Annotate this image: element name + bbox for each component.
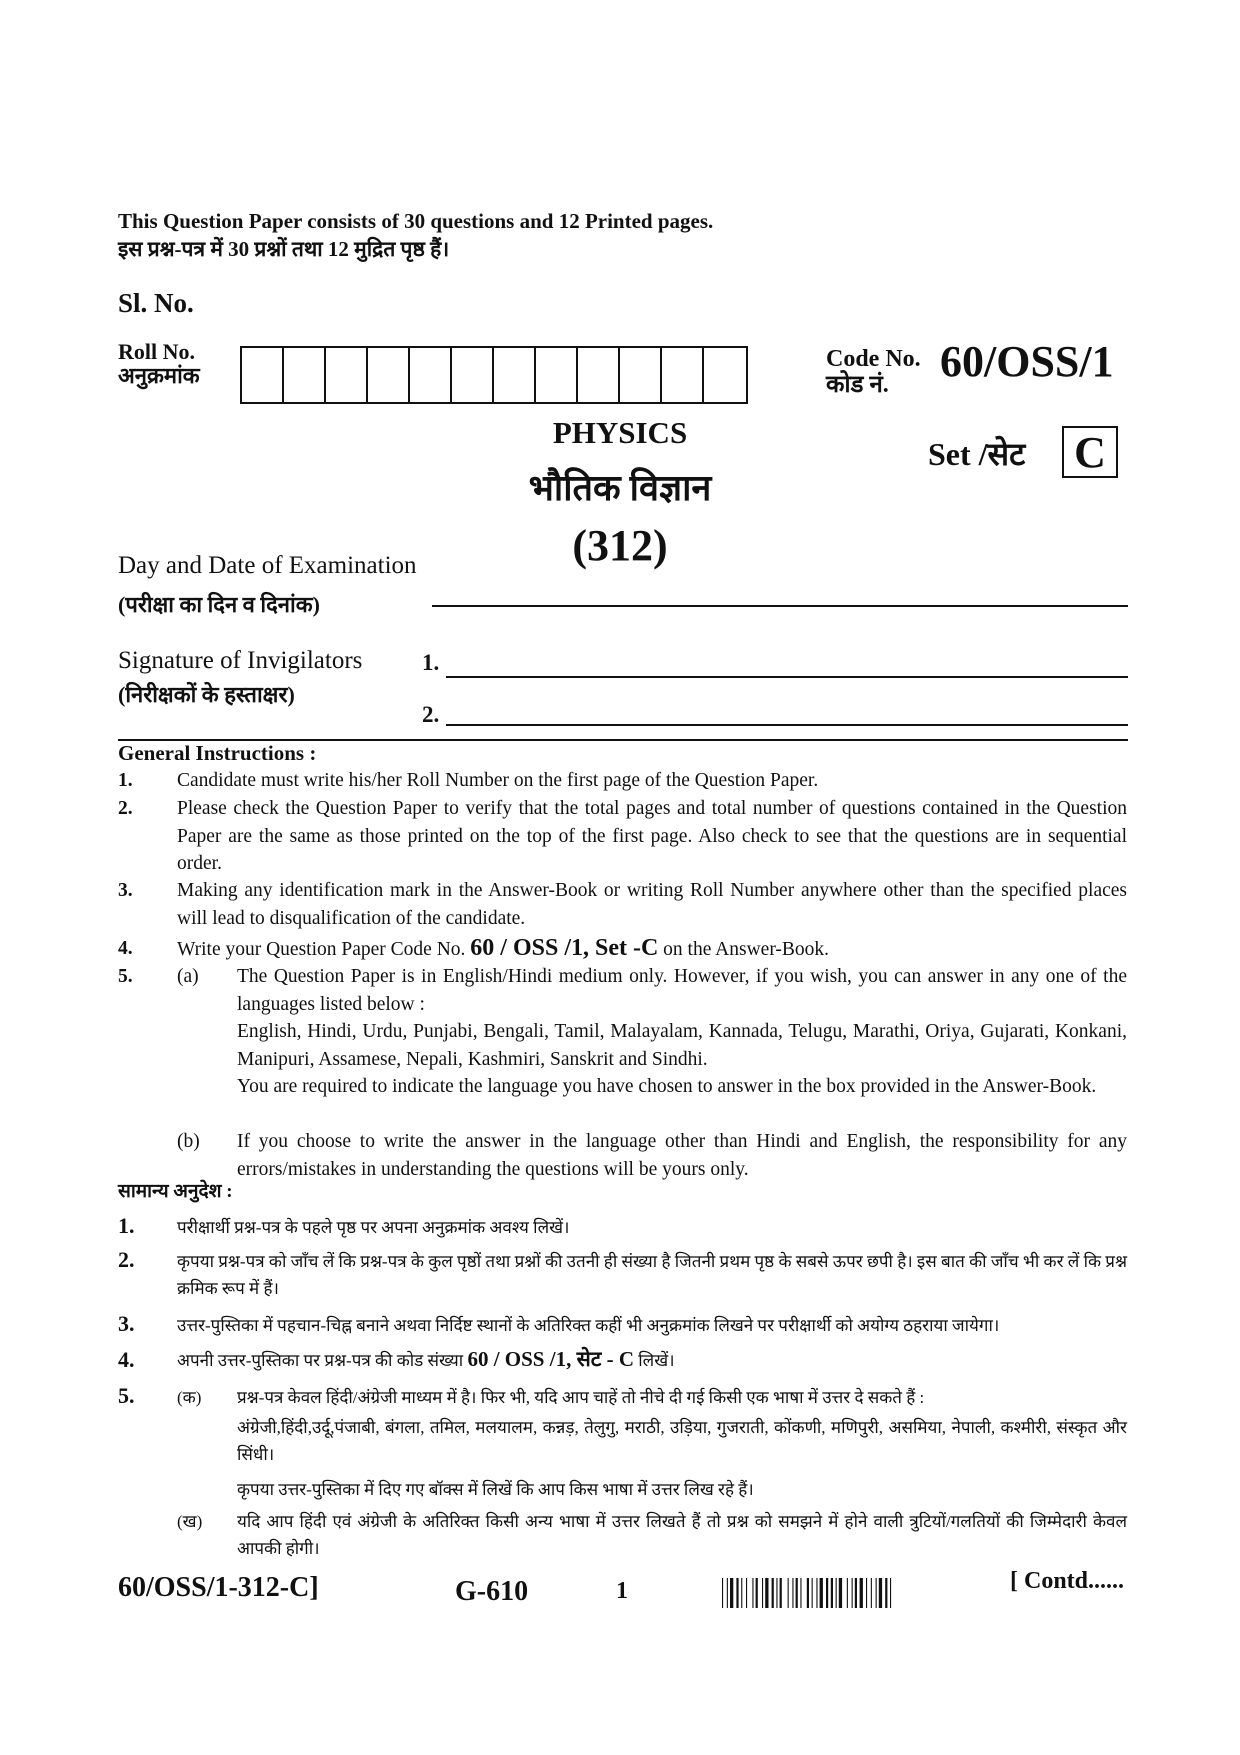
roll-label	[118, 340, 200, 388]
paper-code-inline-hindi: 60 / OSS /1, सेट - C	[467, 1347, 635, 1371]
set-label: Set /सेट	[928, 436, 1026, 472]
instruction-text: Making any identification mark in the Answer-Book or writing Roll Number anywhere other than the specified places will lead to disqualification of the candidate.	[177, 880, 1127, 929]
instruction-sub-text: If you choose to write the answer in the language other than Hindi and English, the responsibility for any errors/mistakes in understanding the questions will be yours only.	[237, 1131, 1127, 1180]
instruction-number: 3.	[118, 1311, 135, 1336]
subject-code: (312)	[572, 521, 668, 570]
code-label-en: Code No.	[826, 346, 921, 372]
roll-number-cell[interactable]	[704, 348, 746, 402]
instruction-text-pre: अपनी उत्तर-पुस्तिका पर प्रश्न-पत्र की कोड संख्या	[177, 1351, 464, 1370]
roll-number-cell[interactable]	[452, 348, 494, 402]
page-number: 1	[616, 1578, 628, 1604]
instruction-number: 4.	[118, 938, 133, 959]
header-hindi: इस प्रश्न-पत्र में 30 प्रश्नों तथा 12 मुद्रित पृष्ठ हैं।	[118, 237, 450, 261]
instruction-text-pre: Write your Question Paper Code No.	[177, 939, 466, 960]
set-box: C	[1062, 426, 1118, 478]
instruction-number: 5.	[118, 966, 133, 987]
exam-date-label-hindi: (परीक्षा का दिन व दिनांक)	[118, 592, 320, 617]
invigilator-2-number: 2.	[422, 702, 440, 727]
instruction-sub-text: You are required to indicate the language you have chosen to answer in the box provided in the Answer-Book.	[237, 1076, 1097, 1097]
subject-english: PHYSICS	[552, 415, 688, 450]
paper-code-inline: 60 / OSS /1, Set -C	[470, 935, 659, 961]
roll-number-cell[interactable]	[620, 348, 662, 402]
footer-paper-code: 60/OSS/1-312-C]	[118, 1572, 319, 1603]
instruction-text-hindi	[177, 1346, 1127, 1374]
instruction-text	[177, 935, 1127, 964]
invigilator-1-number: 1.	[422, 650, 440, 675]
roll-number-cell[interactable]	[494, 348, 536, 402]
barcode-icon	[722, 1578, 947, 1608]
instruction-text-post: लिखें।	[638, 1351, 675, 1370]
invigilator-1-line[interactable]	[446, 676, 1128, 678]
instruction-sub-text-hindi: कृपया उत्तर-पुस्तिका में दिए गए बॉक्स में लिखें कि आप किस भाषा में उत्तर लिख रहे हैं।	[237, 1480, 754, 1499]
code-label	[826, 346, 921, 398]
roll-number-cell[interactable]	[410, 348, 452, 402]
footer-center-code: G-610	[455, 1576, 529, 1607]
code-label-hi: कोड नं.	[826, 372, 889, 398]
instruction-number: 2.	[118, 1247, 135, 1272]
instruction-sub-text: The Question Paper is in English/Hindi medium only. However, if you wish, you can answer in any one of the languages listed below :	[237, 966, 1127, 1015]
instruction-number: 5.	[118, 1383, 135, 1408]
instruction-text-hindi: कृपया प्रश्न-पत्र को जाँच लें कि प्रश्न-पत्र के कुल पृष्ठों तथा प्रश्नों की उतनी ही संख्या है जितनी प्रथम पृष्ठ के सबसे ऊपर छपी है। इस बात की जाँच भी कर लें कि प्रश्न क्रमिक रूप में हैं।	[177, 1252, 1127, 1298]
instruction-number: 2.	[118, 798, 133, 819]
hindi-instructions-title: सामान्य अनुदेश :	[118, 1181, 233, 1202]
exam-date-label: Day and Date of Examination	[118, 552, 417, 579]
instruction-text-hindi: उत्तर-पुस्तिका में पहचान-चिह्न बनाने अथवा निर्दिष्ट स्थानों के अतिरिक्त कहीं भी अनुक्रमांक लिखने पर परीक्षार्थी को अयोग्य ठहराया जायेगा।	[177, 1316, 1000, 1335]
instruction-number: 3.	[118, 880, 133, 901]
instruction-number: 1.	[118, 1213, 135, 1238]
exam-date-line[interactable]	[432, 605, 1128, 607]
roll-number-cell[interactable]	[242, 348, 284, 402]
instruction-text-post: on the Answer-Book.	[663, 939, 830, 960]
roll-number-cell[interactable]	[368, 348, 410, 402]
invigilators-label-hindi: (निरीक्षकों के हस्ताक्षर)	[118, 682, 295, 707]
instruction-number: 4.	[118, 1347, 135, 1372]
roll-number-cell[interactable]	[536, 348, 578, 402]
instruction-language-list-hindi: अंग्रेजी,हिंदी,उर्दू,पंजाबी, बंगला, तमिल, मलयालम, कन्नड़, तेलुगु, मराठी, उड़िया, गुजराती, कोंकणी, मणिपुरी, असमिया, नेपाली, कश्मीरी, संस्कृत और सिंधी।	[237, 1418, 1127, 1464]
code-value: 60/OSS/1	[940, 337, 1114, 386]
roll-number-cell[interactable]	[578, 348, 620, 402]
instruction-text-hindi: परीक्षार्थी प्रश्न-पत्र के पहले पृष्ठ पर अपना अनुक्रमांक अवश्य लिखें।	[177, 1218, 570, 1237]
invigilators-label: Signature of Invigilators	[118, 647, 363, 674]
roll-label-hi: अनुक्रमांक	[118, 363, 200, 388]
roll-number-cell[interactable]	[662, 348, 704, 402]
roll-number-cell[interactable]	[284, 348, 326, 402]
instruction-number: 1.	[118, 770, 133, 791]
sl-no-label: Sl. No.	[118, 288, 194, 318]
footer-contd: [ Contd......	[1010, 1568, 1125, 1594]
instruction-sub-label: (क)	[177, 1388, 202, 1407]
instruction-language-list: English, Hindi, Urdu, Punjabi, Bengali, Tamil, Malayalam, Kannada, Telugu, Marathi, Oriya, Gujarati, Konkani, Manipuri, Assamese, Nepali, Kashmiri, Sanskrit and Sindhi.	[237, 1021, 1127, 1070]
roll-number-boxes[interactable]	[240, 346, 748, 404]
instruction-sub-label: (ख)	[177, 1512, 203, 1531]
subject-hindi: भौतिक विज्ञान	[528, 468, 712, 508]
instruction-sub-text-hindi: प्रश्न-पत्र केवल हिंदी/अंग्रेजी माध्यम में है। फिर भी, यदि आप चाहें तो नीचे दी गई किसी एक भाषा में उत्तर दे सकते हैं :	[237, 1388, 925, 1407]
instruction-text: Candidate must write his/her Roll Number on the first page of the Question Paper.	[177, 770, 819, 791]
instruction-sub-text-hindi: यदि आप हिंदी एवं अंग्रेजी के अतिरिक्त किसी अन्य भाषा में उत्तर लिखते हैं तो प्रश्न को समझने में होने वाली त्रुटियों/गलतियों की जिम्मेदारी केवल आपकी होगी।	[237, 1512, 1127, 1558]
header-english: This Question Paper consists of 30 questions and 12 Printed pages.	[118, 209, 714, 233]
roll-number-cell[interactable]	[326, 348, 368, 402]
general-instructions-title: General Instructions :	[118, 741, 317, 765]
instruction-text: Please check the Question Paper to verify that the total pages and total number of questions contained in the Question Paper are the same as those printed on the top of the first page. Also check to see that the questions are in sequential order.	[177, 798, 1127, 874]
roll-label-en: Roll No.	[118, 339, 195, 364]
invigilator-2-line[interactable]	[446, 724, 1128, 726]
instruction-sub-label: (b)	[177, 1131, 200, 1152]
instruction-sub-label: (a)	[177, 966, 199, 987]
